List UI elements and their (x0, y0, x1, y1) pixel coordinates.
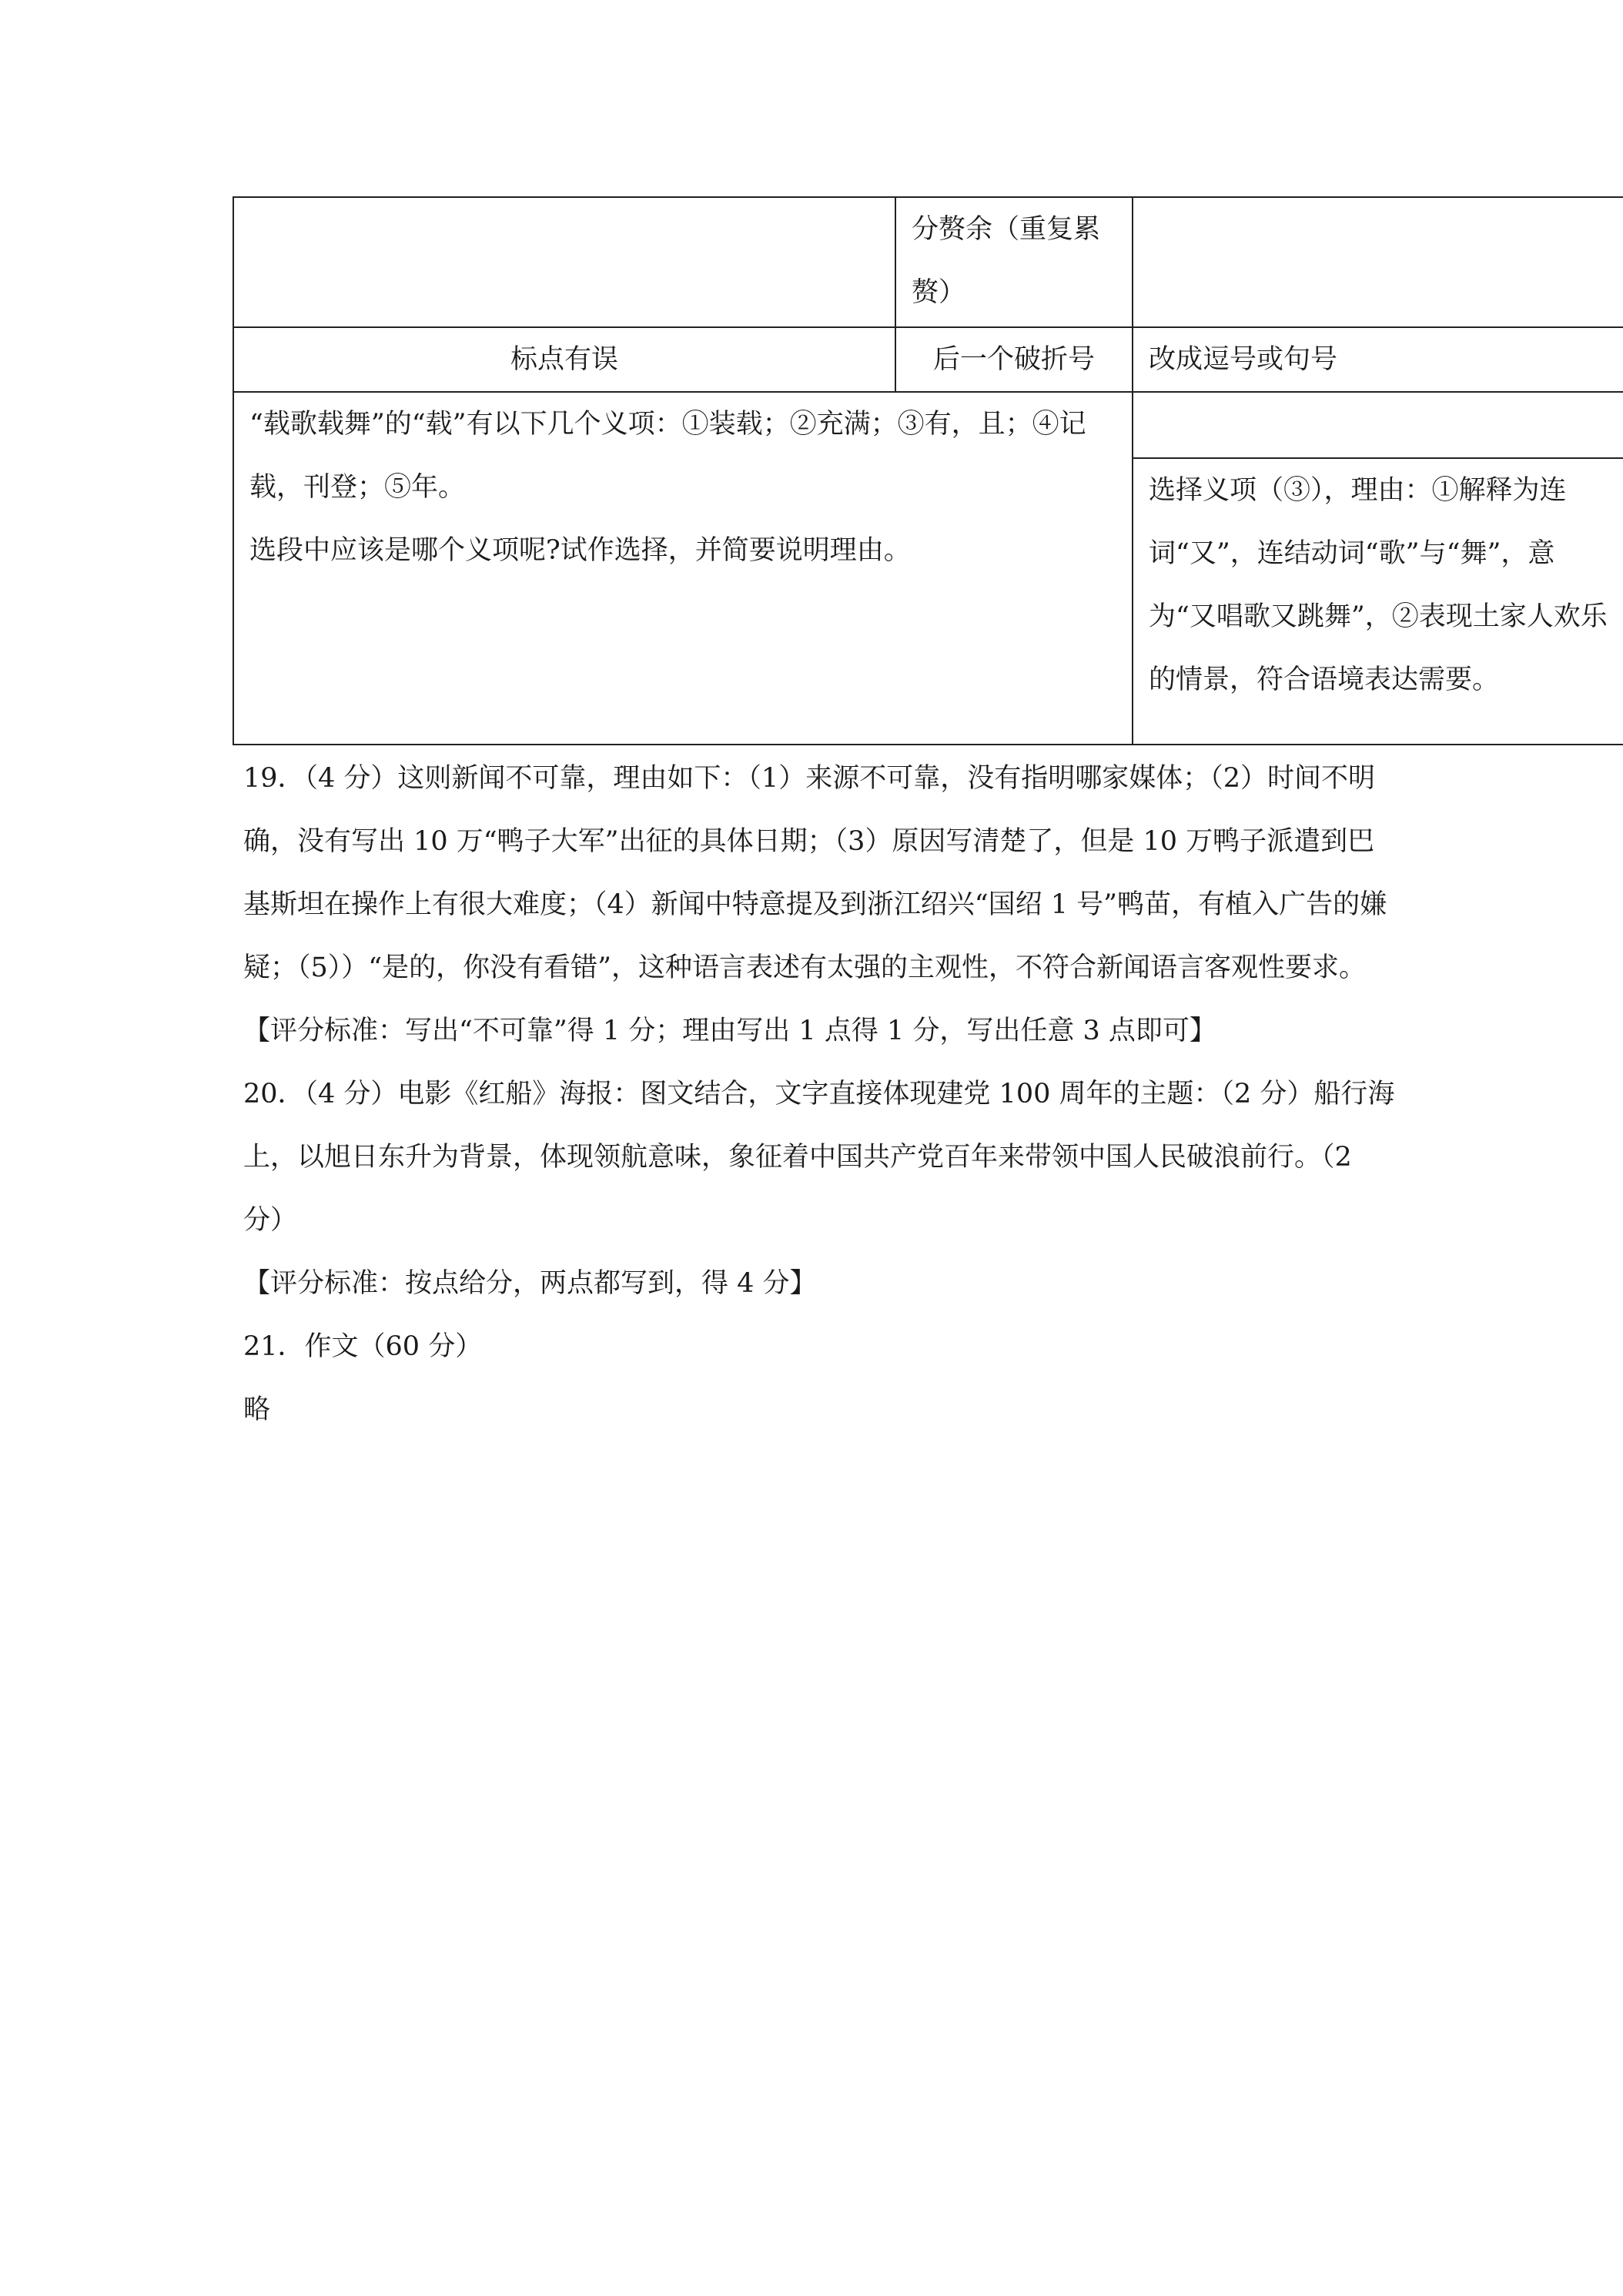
table-cell: 标点有误 (233, 327, 895, 392)
q20-answer: 20．（4 分）电影《红船》海报：图文结合，文字直接体现建党 100 周年的主题：（2 分）船行海上，以旭日东升为背景，体现领航意味，象征着中国共产党百年来带领中国人民破浪前行。（2 分） (243, 1079, 1395, 1236)
question-line: 选段中应该是哪个义项呢?试作选择，并简要说明理由。 (249, 535, 911, 566)
q20-scoring: 【评分标准：按点给分，两点都写到，得 4 分】 (243, 1268, 817, 1299)
table-row (233, 197, 1623, 327)
question-cell (233, 392, 1133, 745)
q19-answer: 19．（4 分）这则新闻不可靠，理由如下：（1）来源不可靠，没有指明哪家媒体；（2）时间不明确，没有写出 10 万“鸭子大军”出征的具体日期；（3）原因写清楚了，但是 10 万鸭子派遣到巴基斯坦在操作上有很大难度；（4）新闻中特意提及到浙江绍兴“国绍 1 号”鸭苗，有植入广告的嫌疑；（5））“是的，你没有看错”，这种语言表述有太强的主观性，不符合新闻语言客观性要求。 (243, 763, 1387, 983)
question-line: “载歌载舞”的“载”有以下几个义项：①装载；②充满；③有，且；④记载，刊登；⑤年。 (249, 409, 1086, 503)
table-cell (233, 197, 895, 327)
table-cell: 后一个破折号 (895, 327, 1133, 392)
answers-section (233, 747, 1397, 1441)
table-row (233, 327, 1623, 392)
table-cell (1133, 392, 1623, 458)
answer-page (233, 196, 1608, 1441)
q19-scoring: 【评分标准：写出“不可靠”得 1 分；理由写出 1 点得 1 分，写出任意 3 点即可】 (243, 1016, 1216, 1046)
table-cell: 分赘余（重复累赘） (895, 197, 1133, 327)
table-cell: 改成逗号或句号 (1133, 327, 1623, 392)
q21-title: 21．作文（60 分） (243, 1331, 483, 1362)
table-row (233, 392, 1623, 458)
answer-cell: 选择义项（③），理由：①解释为连词“又”，连结动词“歌”与“舞”，意为“又唱歌又跳舞”，②表现土家人欢乐的情景，符合语境表达需要。 (1133, 458, 1623, 745)
q21-answer: 略 (243, 1394, 271, 1425)
table-cell (1133, 197, 1623, 327)
answer-table (233, 196, 1623, 745)
